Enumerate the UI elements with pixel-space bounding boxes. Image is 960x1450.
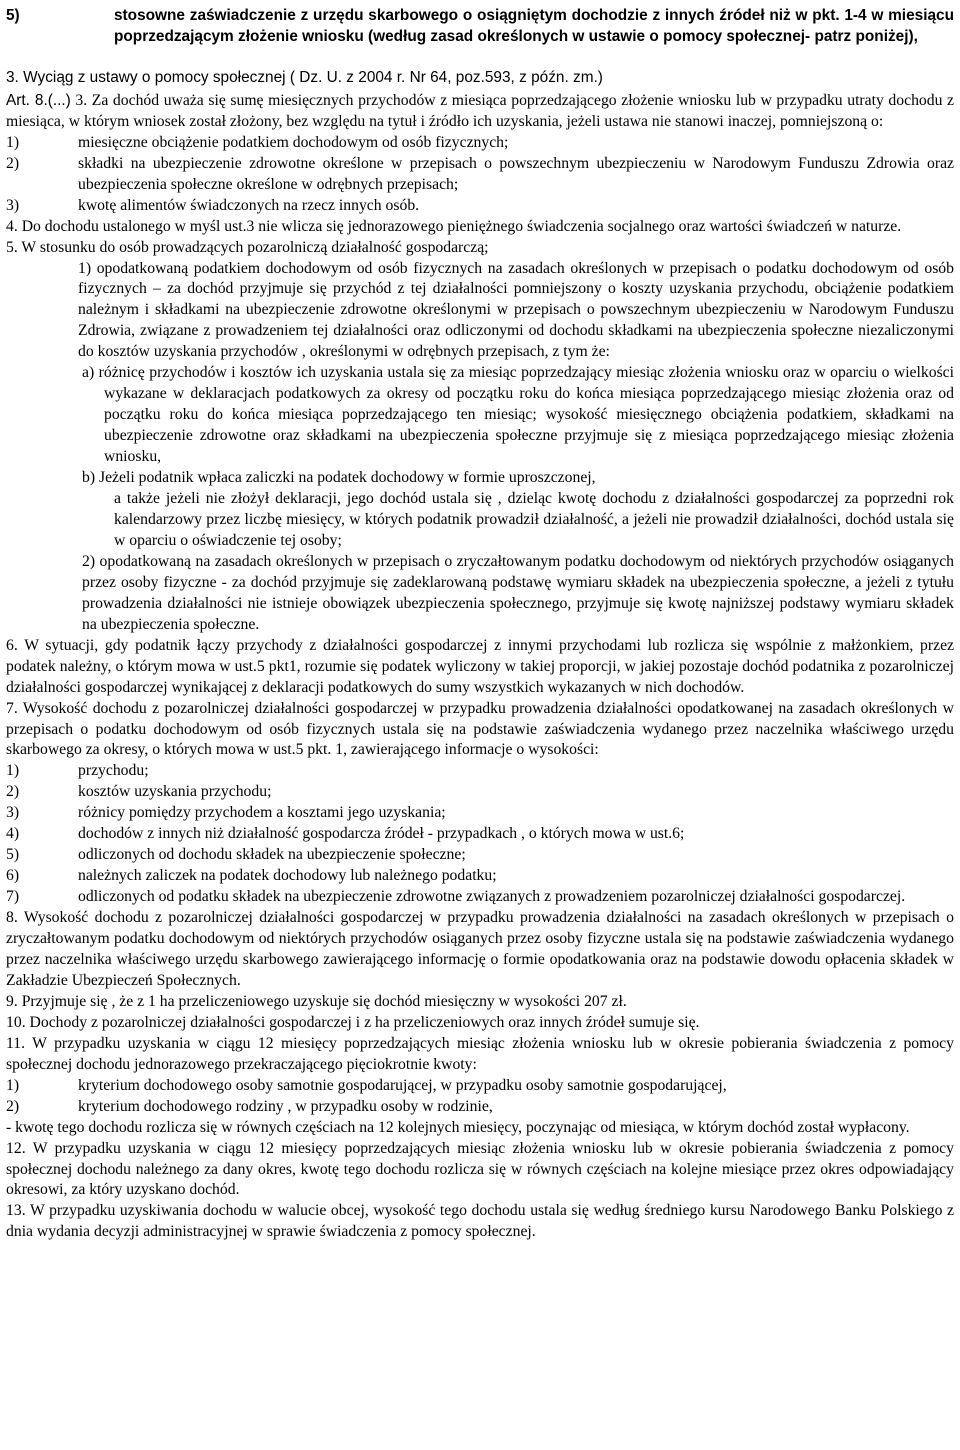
list-text: składki na ubezpieczenie zdrowotne określone w przepisach o powszechnym ubezpieczeniu w Narodowym Funduszu Zdrowia oraz ubezpieczenia społeczne określone w odrębnych przepisach; <box>78 154 954 193</box>
paragraph-8: 8. Wysokość dochodu z pozarolniczej działalności gospodarczej w przypadku prowadzenia działalności na zasadach określonych w przepisach o zryczałtowanym podatku dochodowym od niektórych przychodów osiąganych przez osoby fizyczne ustala się na podstawie zaświadczenia wydanego przez naczelnika właściwego urzędu skarbowego zawierającego informację o formie opodatkowania oraz na podstawie dowodu opłacenia składek w Zakładzie Ubezpieczeń Społecznych. <box>6 909 954 989</box>
list-text: kwotę alimentów świadczonych na rzecz innych osób. <box>78 196 420 214</box>
paragraph-11: 11. W przypadku uzyskania w ciągu 12 miesięcy poprzedzających miesiąc złożenia wniosku lub w okresie pobierania świadczenia z pomocy społecznej dochodu jednorazowego przekraczającego pięciokrotnie kwoty: <box>6 1034 954 1073</box>
list-number: 5) <box>6 846 20 864</box>
paragraph-12: 12. W przypadku uzyskania w ciągu 12 miesięcy poprzedzających miesiąc złożenia wniosku lub w okresie pobierania świadczenia z pomocy społecznej dochodu należnego za dany okres, kwotę tego dochodu rozlicza się w równych częściach na kolejne miesiące przez okres odpowiadający okresowi, za który uzyskano dochód. <box>6 1139 954 1199</box>
criteria-item-2 <box>6 1097 954 1118</box>
info-item-4 <box>6 824 954 845</box>
deduction-item-1 <box>6 133 954 154</box>
info-item-1 <box>6 761 954 782</box>
list-text: różnicy pomiędzy przychodem a kosztami jego uzyskania; <box>78 804 446 822</box>
list-number: 7) <box>6 888 20 906</box>
list-text: należnych zaliczek na podatek dochodowy lub należnego podatku; <box>78 867 497 885</box>
paragraph-9: 9. Przyjmuje się , że z 1 ha przeliczeniowego uzyskuje się dochód miesięczny w wysokości 207 zł. <box>6 992 627 1010</box>
list-text: kryterium dochodowego osoby samotnie gospodarującej, w przypadku osoby samotnie gospodarującej, <box>78 1076 727 1094</box>
paragraph-5-point-2: 2) opodatkowaną na zasadach określonych w przepisach o zryczałtowanym podatku dochodowym od niektórych przychodów osiąganych przez osoby fizyczne - za dochód przyjmuje się zadeklarowaną podstawę wymiaru składek na ubezpieczenia społeczne, a jeżeli z tytułu prowadzenia działalności nie istnieje obowiązek ubezpieczenia społecznego, przyjmuje się kwotę najniższej podstawy wymiaru składek na ubezpieczenia społeczne. <box>82 552 954 633</box>
paragraph-13: 13. W przypadku uzyskiwania dochodu w walucie obcej, wysokość tego dochodu ustala się według średniego kursu Narodowego Banku Polskiego z dnia wydania decyzji administracyjnej w sprawie świadczenia z pomocy społecznej. <box>6 1202 954 1241</box>
info-item-2 <box>6 782 954 803</box>
paragraph-6: 6. W sytuacji, gdy podatnik łączy przychody z działalności gospodarczej z innymi przychodami lub rozlicza się wspólnie z małżonkiem, przez podatek należny, o którym mowa w ust.5 pkt1, rozumie się podatek wyliczony w takiej proporcji, w jakiej pozostaje dochód podatnika z pozarolniczej działalności gospodarczej wynikającej z deklaracji podatkowych do sumy wszystkich wykazanych w nich dochodów. <box>6 636 954 696</box>
paragraph-5: 5. W stosunku do osób prowadzących pozarolniczą działalność gospodarczą; <box>6 238 489 256</box>
paragraph-4: 4. Do dochodu ustalonego w myśl ust.3 nie wlicza się jednorazowego pieniężnego świadczenia socjalnego oraz wartości świadczeń w naturze. <box>6 217 902 235</box>
list-text: kryterium dochodowego rodziny , w przypadku osoby w rodzinie, <box>78 1097 493 1115</box>
list-number: 6) <box>6 867 20 885</box>
list-number: 2) <box>6 783 20 801</box>
list-number: 3) <box>6 196 20 214</box>
paragraph-3-text: 3. Za dochód uważa się sumę miesięcznych przychodów z miesiąca poprzedzającego złożenie wniosku lub w przypadku utraty dochodu z miesiąca, w którym wniosek został złożony, bez względu na tytuł i źródło ich uzyskania, jeżeli ustawa nie stanowi inaczej, pomniejszoną o: <box>6 91 954 130</box>
list-number: 1) <box>6 133 20 151</box>
deduction-item-3 <box>6 196 954 217</box>
requirement-item-text: stosowne zaświadczenie z urzędu skarbowego o osiągniętym dochodzie z innych źródeł niż w pkt. 1-4 w miesiącu poprzedzającym złożenie wniosku (według zasad określonych w ustawie o pomocy społecznej- patrz poniżej), <box>114 7 954 45</box>
info-item-7 <box>6 887 954 908</box>
criteria-item-1 <box>6 1076 954 1097</box>
paragraph-5-point-1b-body: a także jeżeli nie złożył deklaracji, jego dochód ustala się , dzieląc kwotę dochodu z działalności gospodarczej za poprzedni rok kalendarzowy przez liczbę miesięcy, w których podatnik prowadził działalność, a jeżeli nie prowadził działalności, dochód ustala się w oparciu o oświadczenie tej osoby; <box>114 490 954 549</box>
list-number: 3) <box>6 804 20 822</box>
list-text: miesięczne obciążenie podatkiem dochodowym od osób fizycznych; <box>78 133 509 151</box>
info-item-6 <box>6 866 954 887</box>
paragraph-10: 10. Dochody z pozarolniczej działalności gospodarczej i z ha przeliczeniowych oraz innych źródeł sumuje się. <box>6 1013 700 1031</box>
paragraph-7: 7. Wysokość dochodu z pozarolniczej działalności gospodarczej w przypadku prowadzenia działalności opodatkowanej na zasadach określonych w przepisach o podatku dochodowym od osób fizycznych ustala się na podstawie zaświadczenia wydanego przez naczelnika właściwego urzędu skarbowego za okresy, o których mowa w ust.5 pkt. 1, zawierającego informacje o wysokości: <box>6 699 954 759</box>
list-number: 4) <box>6 825 20 843</box>
requirement-item-number: 5) <box>6 7 20 24</box>
list-number: 1) <box>6 1076 20 1094</box>
list-text: kosztów uzyskania przychodu; <box>78 783 272 801</box>
article-reference: Art. 8.(...) <box>6 91 71 109</box>
info-item-3 <box>6 803 954 824</box>
paragraph-5-point-1a: a) różnicę przychodów i kosztów ich uzyskania ustala się za miesiąc poprzedzający miesiąc złożenia wniosku oraz w oparciu o wielkości wykazane w deklaracjach podatkowych za okresy od początku roku do końca miesiąca poprzedzającego miesiąc złożenia oraz od początku roku do końca miesiąca poprzedzającego ten miesiąc; wysokość miesięcznego obciążenia podatkiem, składkami na ubezpieczenie zdrowotne oraz składkami na ubezpieczenia społeczne przyjmuje się z miesiąca poprzedzającego miesiąc złożenia wniosku, <box>82 364 954 466</box>
paragraph-5-point-1b-head: b) Jeżeli podatnik wpłaca zaliczki na podatek dochodowy w formie uproszczonej, <box>82 469 596 487</box>
requirement-item-5 <box>6 6 954 48</box>
list-text: przychodu; <box>78 762 149 780</box>
list-text: dochodów z innych niż działalność gospodarcza źródeł - przypadkach , o których mowa w ust.6; <box>78 825 685 843</box>
criteria-list <box>6 1076 954 1118</box>
list-text: odliczonych od podatku składek na ubezpieczenie zdrowotne związanych z prowadzeniem pozarolniczej działalności gospodarczej. <box>78 888 906 906</box>
list-number: 1) <box>6 762 20 780</box>
deduction-item-2 <box>6 154 954 196</box>
paragraph-5-point-1: 1) opodatkowaną podatkiem dochodowym od osób fizycznych na zasadach określonych w przepisach o podatku dochodowym od osób fizycznych – za dochód przyjmuje się przychód z tej działalności pomniejszony o koszty uzyskania przychodu, obciążenie podatkiem należnym i składkami na ubezpieczenie zdrowotne określonymi w przepisach o powszechnym ubezpieczeniu w Narodowym Funduszu Zdrowia, związane z prowadzeniem tej działalności oraz odliczonymi od dochodu składkami na ubezpieczenia społeczne niezaliczonymi do kosztów uzyskania przychodów , określonymi w odrębnych przepisach, z tym że: <box>78 259 954 361</box>
info-item-5 <box>6 845 954 866</box>
list-number: 2) <box>6 1097 20 1115</box>
list-number: 2) <box>6 154 20 172</box>
law-extract-heading: 3. Wyciąg z ustawy o pomocy społecznej ( Dz. U. z 2004 r. Nr 64, poz.593, z późn. zm.) <box>6 68 603 86</box>
income-info-list <box>6 761 954 908</box>
list-text: odliczonych od dochodu składek na ubezpieczenie społeczne; <box>78 846 466 864</box>
deductions-list <box>6 133 954 217</box>
paragraph-11-tail: - kwotę tego dochodu rozlicza się w równych częściach na 12 kolejnych miesięcy, poczynając od miesiąca, w którym dochód został wypłacony. <box>6 1118 910 1136</box>
article-8-paragraph-3 <box>6 91 954 133</box>
